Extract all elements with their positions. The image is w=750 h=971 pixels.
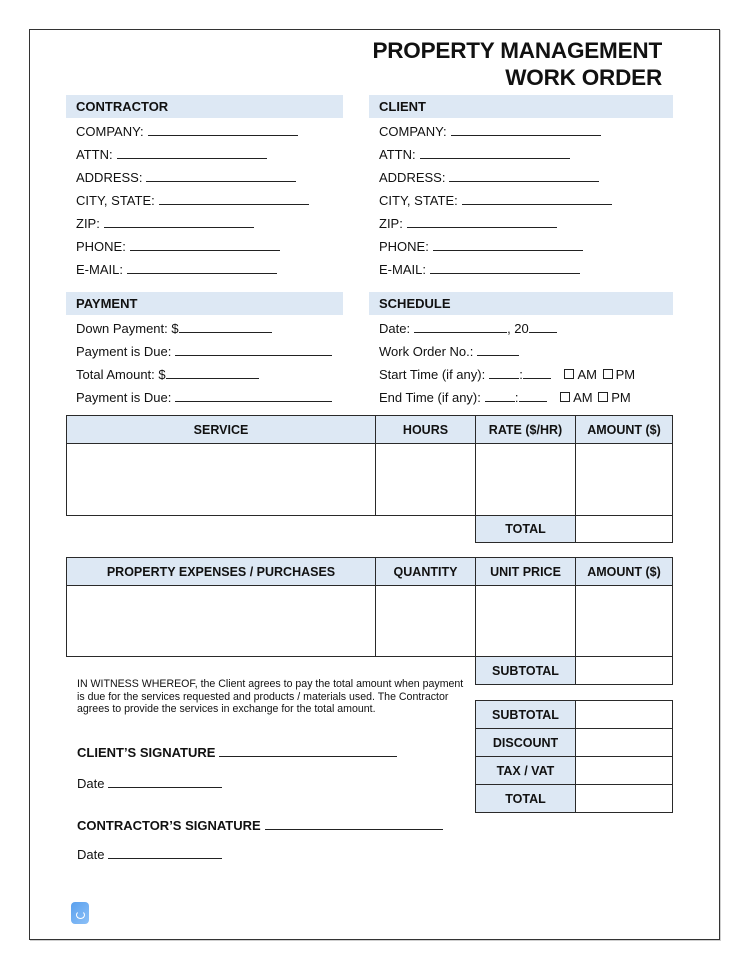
summary-subtotal-value[interactable]	[576, 701, 673, 729]
expenses-header-row	[67, 558, 673, 586]
work-order-number-field[interactable]	[379, 343, 519, 360]
contractor-zip-label: ZIP:	[76, 216, 100, 231]
schedule-year-prefix: , 20	[507, 321, 529, 336]
down-payment-label: Down Payment: $	[76, 321, 179, 336]
expenses-table	[66, 557, 673, 685]
client-date-line[interactable]	[108, 775, 222, 788]
summary-table	[475, 700, 673, 813]
client-city-state-label: CITY, STATE:	[379, 193, 458, 208]
client-company-input[interactable]	[451, 123, 601, 136]
client-phone-label: PHONE:	[379, 239, 429, 254]
service-column-header: SERVICE	[67, 416, 376, 444]
contractor-address-field[interactable]	[76, 169, 296, 186]
contractor-signature-label: CONTRACTOR’S SIGNATURE	[77, 818, 261, 833]
contractor-attn-field[interactable]	[76, 146, 267, 163]
contractor-attn-input[interactable]	[117, 146, 267, 159]
client-company-label: COMPANY:	[379, 124, 447, 139]
client-email-field[interactable]	[379, 261, 580, 278]
summary-tax-label: TAX / VAT	[476, 757, 576, 785]
client-email-label: E-MAIL:	[379, 262, 426, 277]
start-time-pm-label: PM	[615, 367, 636, 382]
contractor-signature-field[interactable]	[77, 817, 443, 833]
contractor-zip-input[interactable]	[104, 215, 254, 228]
contractor-email-field[interactable]	[76, 261, 277, 278]
client-attn-field[interactable]	[379, 146, 570, 163]
down-payment-input[interactable]	[179, 320, 272, 333]
amount-column-header: AMOUNT ($)	[576, 416, 673, 444]
rate-column-header: RATE ($/HR)	[476, 416, 576, 444]
contractor-heading: CONTRACTOR	[66, 95, 343, 118]
services-total-label: TOTAL	[476, 516, 576, 543]
end-time-hour-input[interactable]	[485, 389, 515, 402]
client-date-field[interactable]	[77, 775, 222, 791]
expense-cell[interactable]	[67, 586, 376, 657]
schedule-heading: SCHEDULE	[369, 292, 673, 315]
unit-price-column-header: UNIT PRICE	[476, 558, 576, 586]
witness-statement: IN WITNESS WHEREOF, the Client agrees to pay the total amount when payment is due for the services requested and products / materials used. The Contractor agrees to provide the services in exchange for the total amount.	[77, 678, 464, 715]
client-city-state-input[interactable]	[462, 192, 612, 205]
end-time-am-label: AM	[573, 390, 593, 405]
unit-price-cell[interactable]	[476, 586, 576, 657]
summary-discount-label: DISCOUNT	[476, 729, 576, 757]
expense-column-header: PROPERTY EXPENSES / PURCHASES	[67, 558, 376, 586]
hours-column-header: HOURS	[376, 416, 476, 444]
client-heading: CLIENT	[369, 95, 673, 118]
end-time-separator: :	[514, 390, 519, 405]
summary-total-label: TOTAL	[476, 785, 576, 813]
client-phone-field[interactable]	[379, 238, 583, 255]
hours-cell[interactable]	[376, 444, 476, 516]
contractor-email-input[interactable]	[127, 261, 277, 274]
client-phone-input[interactable]	[433, 238, 583, 251]
title-line-1: PROPERTY MANAGEMENT	[372, 38, 662, 63]
schedule-date-input[interactable]	[414, 320, 507, 333]
client-attn-input[interactable]	[420, 146, 570, 159]
summary-total-value[interactable]	[576, 785, 673, 813]
payment-due-1-field[interactable]	[76, 343, 332, 360]
contractor-city-state-field[interactable]	[76, 192, 309, 209]
work-order-number-input[interactable]	[477, 343, 519, 356]
contractor-company-field[interactable]	[76, 123, 298, 140]
contractor-attn-label: ATTN:	[76, 147, 113, 162]
quantity-column-header: QUANTITY	[376, 558, 476, 586]
table-row	[67, 586, 673, 657]
end-time-pm-checkbox[interactable]	[598, 392, 608, 402]
contractor-email-label: E-MAIL:	[76, 262, 123, 277]
table-row	[67, 444, 673, 516]
end-time-field[interactable]	[379, 389, 631, 406]
expense-amount-column-header: AMOUNT ($)	[576, 558, 673, 586]
contractor-address-label: ADDRESS:	[76, 170, 143, 185]
client-signature-label: CLIENT’S SIGNATURE	[77, 745, 216, 760]
client-zip-input[interactable]	[407, 215, 557, 228]
total-amount-input[interactable]	[166, 366, 259, 379]
payment-heading: PAYMENT	[66, 292, 343, 315]
contractor-phone-field[interactable]	[76, 238, 280, 255]
document-title	[372, 37, 662, 91]
contractor-date-label: Date	[77, 847, 105, 862]
payment-due-2-field[interactable]	[76, 389, 332, 406]
services-table	[66, 415, 673, 543]
schedule-date-field[interactable]	[379, 320, 557, 337]
client-email-input[interactable]	[430, 261, 580, 274]
schedule-date-label: Date:	[379, 321, 411, 336]
summary-discount-row	[476, 729, 673, 757]
client-attn-label: ATTN:	[379, 147, 416, 162]
services-header-row	[67, 416, 673, 444]
client-address-input[interactable]	[449, 169, 599, 182]
contractor-phone-label: PHONE:	[76, 239, 126, 254]
schedule-year-input[interactable]	[529, 320, 557, 333]
total-amount-field[interactable]	[76, 366, 259, 383]
contractor-date-field[interactable]	[77, 846, 222, 862]
work-order-number-label: Work Order No.:	[379, 344, 474, 359]
down-payment-field[interactable]	[76, 320, 272, 337]
payment-due-2-input[interactable]	[175, 389, 332, 402]
contractor-zip-field[interactable]	[76, 215, 254, 232]
payment-due-1-label: Payment is Due:	[76, 344, 172, 359]
end-time-minute-input[interactable]	[519, 389, 547, 402]
summary-tax-value[interactable]	[576, 757, 673, 785]
contractor-date-line[interactable]	[108, 846, 222, 859]
payment-due-2-label: Payment is Due:	[76, 390, 172, 405]
client-zip-field[interactable]	[379, 215, 557, 232]
start-time-pm-checkbox[interactable]	[603, 369, 613, 379]
rate-cell[interactable]	[476, 444, 576, 516]
end-time-am-checkbox[interactable]	[560, 392, 570, 402]
client-company-field[interactable]	[379, 123, 601, 140]
start-time-hour-input[interactable]	[489, 366, 519, 379]
expense-amount-cell[interactable]	[576, 586, 673, 657]
contractor-signature-line[interactable]	[265, 817, 443, 830]
amount-cell[interactable]	[576, 444, 673, 516]
summary-tax-row	[476, 757, 673, 785]
expenses-subtotal-label: SUBTOTAL	[476, 657, 576, 685]
start-time-minute-input[interactable]	[523, 366, 551, 379]
services-total-row	[67, 516, 673, 543]
contractor-city-state-label: CITY, STATE:	[76, 193, 155, 208]
summary-subtotal-row	[476, 701, 673, 729]
contractor-company-label: COMPANY:	[76, 124, 144, 139]
start-time-separator: :	[519, 367, 523, 382]
contractor-city-state-input[interactable]	[159, 192, 309, 205]
summary-total-row	[476, 785, 673, 813]
payment-due-1-input[interactable]	[175, 343, 332, 356]
empty-cell	[67, 516, 476, 543]
expenses-subtotal-value[interactable]	[576, 657, 673, 685]
end-time-pm-label: PM	[611, 390, 631, 405]
start-time-am-label: AM	[577, 367, 597, 382]
summary-discount-value[interactable]	[576, 729, 673, 757]
client-city-state-field[interactable]	[379, 192, 612, 209]
client-address-label: ADDRESS:	[379, 170, 446, 185]
contractor-company-input[interactable]	[148, 123, 298, 136]
brand-logo-icon	[71, 902, 89, 924]
end-time-label: End Time (if any):	[379, 390, 481, 405]
client-signature-field[interactable]	[77, 744, 397, 760]
start-time-label: Start Time (if any):	[379, 367, 486, 382]
total-amount-label: Total Amount: $	[76, 367, 166, 382]
title-line-2: WORK ORDER	[505, 65, 662, 90]
service-cell[interactable]	[67, 444, 376, 516]
start-time-am-checkbox[interactable]	[564, 369, 574, 379]
client-zip-label: ZIP:	[379, 216, 403, 231]
client-signature-line[interactable]	[219, 744, 397, 757]
client-address-field[interactable]	[379, 169, 599, 186]
contractor-phone-input[interactable]	[130, 238, 280, 251]
services-total-value[interactable]	[576, 516, 673, 543]
contractor-address-input[interactable]	[146, 169, 296, 182]
client-date-label: Date	[77, 776, 105, 791]
summary-subtotal-label: SUBTOTAL	[476, 701, 576, 729]
quantity-cell[interactable]	[376, 586, 476, 657]
start-time-field[interactable]	[379, 366, 635, 383]
